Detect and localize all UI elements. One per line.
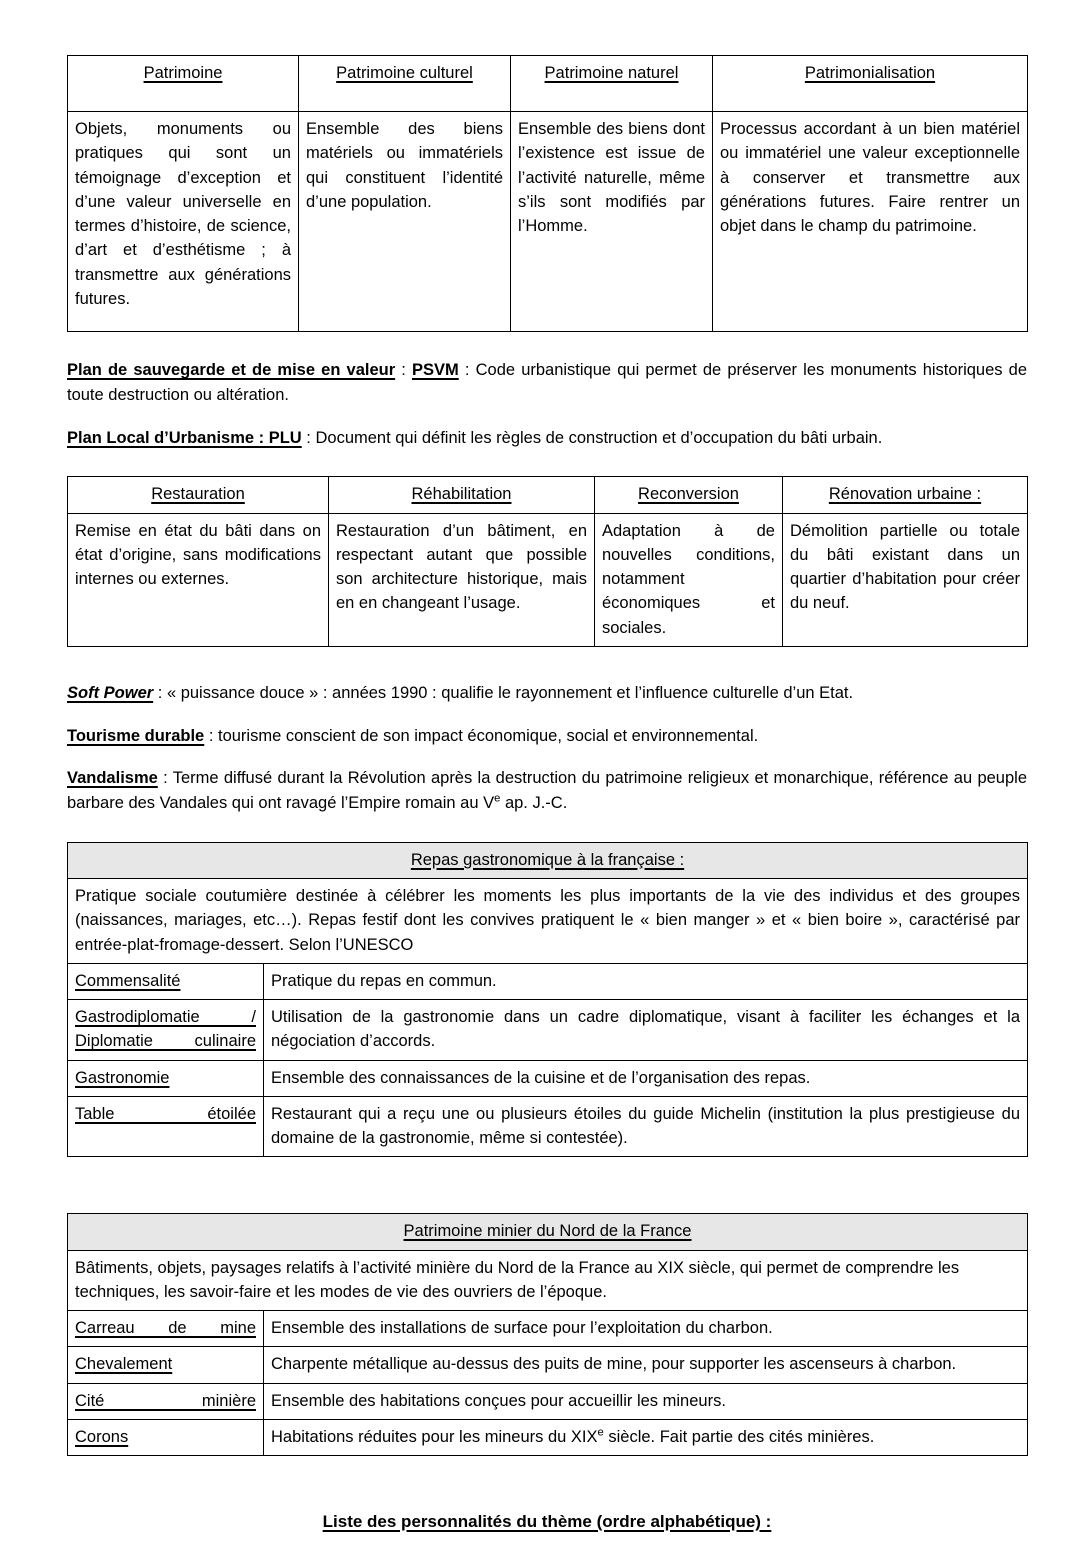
- cell-patrimonialisation-definition: Processus accordant à un bien matériel ou immatériel une valeur exceptionnelle à conserver et transmettre aux générations futures. Faire rentrer un objet dans le champ du patrimoine.: [713, 112, 1028, 332]
- column-header-renovation-urbaine: [783, 477, 1028, 513]
- spacer: [67, 408, 1027, 426]
- cell-definition-chevalement: Charpente métallique au-dessus des puits de mine, pour supporter les ascenseurs à charbon.: [264, 1347, 1028, 1383]
- table-row: [68, 1311, 1028, 1347]
- definition-body: : « puissance douce » : années 1990 : qualifie le rayonnement et l’influence culturelle d’un Etat.: [153, 683, 854, 702]
- definition-body: : tourisme conscient de son impact économique, social et environnemental.: [204, 726, 759, 745]
- table-row: [68, 1060, 1028, 1096]
- cell-term-chevalement: [68, 1347, 264, 1383]
- cell-repas-intro: Pratique sociale coutumière destinée à célébrer les moments les plus importants de la vie des individus et des groupes (naissances, mariages, etc…). Repas festif dont les convives pratiquent le « bien manger » et « bien boire », caractérisé par entrée-plat-fromage-dessert. Selon l’UNESCO: [68, 879, 1028, 964]
- header-label: Patrimonialisation: [804, 64, 936, 82]
- definition-pre: Habitations réduites pour les mineurs du XIX: [271, 1427, 598, 1446]
- term-label: Chevalement: [75, 1355, 173, 1374]
- spacer: [67, 706, 1027, 724]
- definition-body: : Code urbanistique qui permet de préserver les monuments historiques de toute destruction ou altération.: [67, 361, 1027, 404]
- table-repas-gastronomique: [67, 842, 1028, 1158]
- definition-separator: :: [395, 361, 412, 379]
- table-row-intro: [68, 879, 1028, 964]
- definition-soft-power: [67, 681, 1027, 706]
- header-label: Restauration: [151, 485, 245, 504]
- table-row-header: [68, 842, 1028, 878]
- definition-plu: [67, 426, 1027, 451]
- header-label: Patrimoine minier du Nord de la France: [403, 1222, 692, 1241]
- definition-term: Plan Local d’Urbanisme : PLU: [67, 428, 302, 447]
- table-title-repas: [68, 842, 1028, 878]
- cell-patrimoine-naturel-definition: Ensemble des biens dont l’existence est issue de l’activité naturelle, même s’ils sont modifiés par l’Homme.: [511, 112, 713, 332]
- header-label: Patrimoine: [143, 64, 223, 82]
- term-label: Cité minière: [75, 1391, 256, 1410]
- term-label: Gastrodiplomatie /: [75, 1008, 256, 1026]
- definition-term: Vandalisme: [67, 769, 158, 788]
- cell-minier-intro: Bâtiments, objets, paysages relatifs à l’activité minière du Nord de la France au XIX siècle, qui permet de comprendre les techniques, les savoir-faire et les modes de vie des ouvriers de l’époque.: [68, 1250, 1028, 1311]
- definition-acronym: PSVM: [412, 361, 459, 379]
- page-bottom-title: Liste des personnalités du thème (ordre alphabétique) :: [322, 1512, 772, 1531]
- column-header-restauration: [68, 477, 329, 513]
- column-header-patrimoine: [68, 56, 299, 112]
- cell-term-corons: [68, 1419, 264, 1455]
- table-patrimoine: [67, 55, 1028, 332]
- column-header-patrimoine-culturel: [299, 56, 511, 112]
- cell-term-gastronomie: [68, 1060, 264, 1096]
- table-title-minier: [68, 1214, 1028, 1250]
- header-label: Patrimoine culturel: [336, 64, 473, 82]
- cell-definition-table-etoilee: Restaurant qui a reçu une ou plusieurs étoiles du guide Michelin (institution la plus prestigieuse du domaine de la gastronomie, même si contestée).: [264, 1096, 1028, 1157]
- definition-post: siècle. Fait partie des cités minières.: [603, 1427, 875, 1446]
- cell-definition-corons: [264, 1419, 1028, 1455]
- cell-term-table-etoilee: [68, 1096, 264, 1157]
- term-label: Carreau de mine: [75, 1319, 256, 1337]
- cell-patrimoine-definition: Objets, monuments ou pratiques qui sont un témoignage d’exception et d’une valeur universelle en termes d’histoire, de science, d’art et d’esthétisme ; à transmettre aux générations futures.: [68, 112, 299, 332]
- definition-psvm: [67, 358, 1027, 408]
- definition-superscript: e: [597, 1426, 604, 1439]
- term-label: Corons: [75, 1427, 129, 1446]
- definition-body: : Document qui définit les règles de construction et d’occupation du bâti urbain.: [301, 428, 883, 447]
- column-header-patrimonialisation: [713, 56, 1028, 112]
- table-row: [68, 1419, 1028, 1455]
- term-label: Table étoilée: [75, 1104, 256, 1123]
- spacer: [67, 450, 1027, 476]
- definition-term: Plan de sauvegarde et de mise en valeur: [67, 361, 396, 379]
- cell-definition-gastronomie: Ensemble des connaissances de la cuisine et de l’organisation des repas.: [264, 1060, 1028, 1096]
- spacer: [67, 647, 1027, 681]
- term-label: Commensalité: [75, 971, 181, 990]
- cell-term-carreau-de-mine: [68, 1311, 264, 1347]
- definition-superscript: e: [494, 792, 501, 805]
- header-label: Rénovation urbaine :: [828, 485, 982, 504]
- cell-definition-commensalite: Pratique du repas en commun.: [264, 963, 1028, 999]
- definition-body-tail: ap. J.-C.: [500, 794, 568, 812]
- table-row: [68, 1096, 1028, 1157]
- cell-restauration-definition: Remise en état du bâti dans on état d’origine, sans modifications internes ou externes.: [68, 513, 329, 646]
- header-label: Patrimoine naturel: [544, 64, 679, 82]
- cell-term-gastrodiplomatie: [68, 1000, 264, 1061]
- column-header-reconversion: [595, 477, 783, 513]
- table-row-header: [68, 1214, 1028, 1250]
- table-patrimoine-minier: [67, 1213, 1028, 1456]
- table-row-intro: [68, 1250, 1028, 1311]
- spacer: [67, 332, 1027, 358]
- column-header-rehabilitation: [329, 477, 595, 513]
- spacer: [67, 1157, 1027, 1213]
- header-label: Reconversion: [638, 485, 739, 504]
- spacer: [67, 748, 1027, 766]
- table-row: [68, 963, 1028, 999]
- cell-definition-gastrodiplomatie: Utilisation de la gastronomie dans un cadre diplomatique, visant à faciliter les échanges et la négociation d’accords.: [264, 1000, 1028, 1061]
- cell-rehabilitation-definition: Restauration d’un bâtiment, en respectant autant que possible son architecture historique, mais en en changeant l’usage.: [329, 513, 595, 646]
- cell-term-commensalite: [68, 963, 264, 999]
- definition-body: : Terme diffusé durant la Révolution après la destruction du patrimoine religieux et monarchique, référence au peuple barbare des Vandales qui ont ravagé l’Empire romain au V: [67, 769, 1027, 812]
- definition-tourisme-durable: [67, 724, 1027, 749]
- table-row: [68, 1347, 1028, 1383]
- cell-term-cite-miniere: [68, 1383, 264, 1419]
- definition-term: Soft Power: [67, 683, 154, 702]
- table-row: [68, 513, 1028, 646]
- spacer: [67, 1456, 1027, 1512]
- header-label: Repas gastronomique à la française :: [410, 850, 685, 869]
- header-label: Réhabilitation: [411, 485, 512, 504]
- definition-term: Tourisme durable: [67, 726, 205, 745]
- cell-definition-cite-miniere: Ensemble des habitations conçues pour accueillir les mineurs.: [264, 1383, 1028, 1419]
- definition-vandalisme: [67, 766, 1027, 816]
- spacer: [67, 816, 1027, 842]
- cell-definition-carreau-de-mine: Ensemble des installations de surface pour l’exploitation du charbon.: [264, 1311, 1028, 1347]
- table-row-header: [68, 477, 1028, 513]
- table-restauration: [67, 476, 1028, 647]
- column-header-patrimoine-naturel: [511, 56, 713, 112]
- cell-reconversion-definition: Adaptation à de nouvelles conditions, notamment économiques et sociales.: [595, 513, 783, 646]
- term-label-line2: Diplomatie culinaire: [75, 1032, 256, 1051]
- table-row: [68, 1000, 1028, 1061]
- table-row: [68, 1383, 1028, 1419]
- cell-renovation-urbaine-definition: Démolition partielle ou totale du bâti existant dans un quartier d’habitation pour créer du neuf.: [783, 513, 1028, 646]
- table-row-header: [68, 56, 1028, 112]
- table-row: [68, 112, 1028, 332]
- cell-patrimoine-culturel-definition: Ensemble des biens matériels ou immatériels qui constituent l’identité d’une population.: [299, 112, 511, 332]
- term-label: Gastronomie: [75, 1068, 170, 1087]
